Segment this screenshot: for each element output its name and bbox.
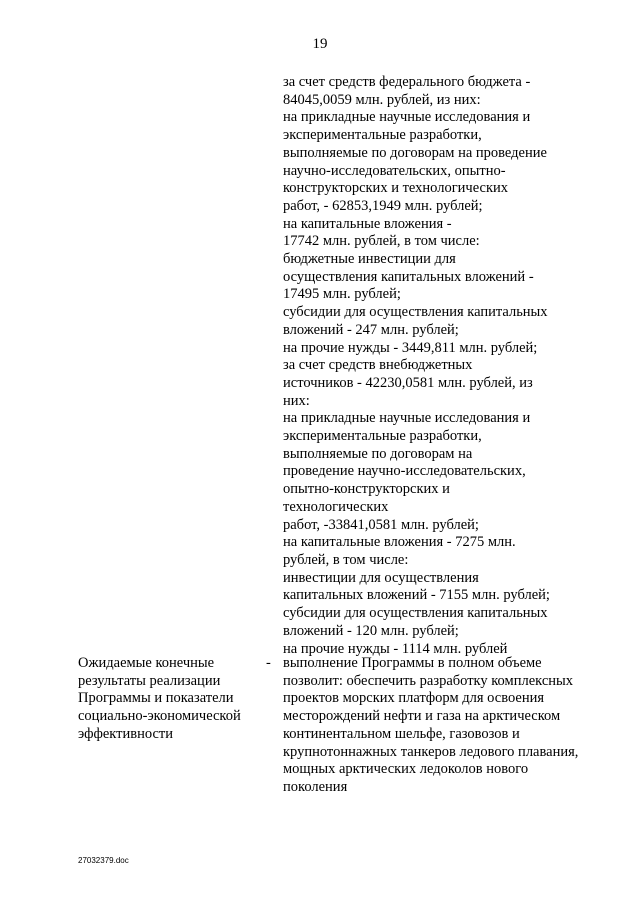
text-line: экспериментальные разработки, xyxy=(283,127,482,144)
text-line: субсидии для осуществления капитальных xyxy=(283,304,548,321)
text-line: на прикладные научные исследования и xyxy=(283,410,531,427)
text-line: на капитальные вложения - xyxy=(283,215,452,232)
text-line: арктических ледоколов нового поколения xyxy=(283,761,529,795)
results-label xyxy=(78,655,278,744)
page-number: 19 xyxy=(312,36,328,52)
separator-dash: - xyxy=(266,655,271,671)
label-line: Ожидаемые конечные xyxy=(78,655,215,671)
text-line: осуществления капитальных вложений - xyxy=(283,268,534,285)
text-line: 17742 млн. рублей, в том числе: xyxy=(283,233,480,250)
text-line: работ, -33841,0581 млн. рублей; xyxy=(283,516,479,533)
text-line: проведение научно-исследовательских, xyxy=(283,463,526,480)
text-line: позволит: xyxy=(283,672,343,689)
text-line: выполнение Программы в полном объеме xyxy=(283,655,542,671)
text-line: газа на арктическом континентальном xyxy=(283,708,561,742)
label-line: социально-экономической xyxy=(78,708,241,725)
text-line: конструкторских и технологических xyxy=(283,180,508,197)
funding-sources-text xyxy=(283,74,583,658)
label-line: эффективности xyxy=(78,725,173,742)
text-line: за счет средств внебюджетных xyxy=(283,357,473,374)
text-line: за счет средств федерального бюджета - xyxy=(283,74,531,90)
text-line: опытно-конструкторских и xyxy=(283,481,450,498)
text-line: проектов морских платформ для освоения xyxy=(283,690,545,707)
text-line: на прикладные научные исследования и xyxy=(283,109,531,126)
text-line: капитальных вложений - 7155 млн. рублей; xyxy=(283,587,550,604)
text-line: на прочие нужды - 3449,811 млн. рублей; xyxy=(283,339,538,356)
text-line: работ, - 62853,1949 млн. рублей; xyxy=(283,197,483,214)
text-line: них: xyxy=(283,392,310,409)
text-line: шельфе, газовозов и крупнотоннажных xyxy=(283,725,520,760)
text-line: 17495 млн. рублей; xyxy=(283,286,401,303)
text-line: субсидии для осуществления капитальных xyxy=(283,605,548,622)
results-text xyxy=(283,655,583,797)
text-line: технологических xyxy=(283,498,389,515)
text-line: научно-исследовательских, опытно- xyxy=(283,162,506,179)
text-line: выполняемые по договорам на xyxy=(283,445,473,462)
text-line: танкеров ледового плавания, мощных xyxy=(283,743,579,778)
text-line: на капитальные вложения - 7275 млн. xyxy=(283,534,516,551)
text-line: рублей, в том числе: xyxy=(283,551,409,568)
text-line: инвестиции для осуществления xyxy=(283,569,479,586)
text-line: выполняемые по договорам на проведение xyxy=(283,144,547,161)
text-line: вложений - 247 млн. рублей; xyxy=(283,321,459,338)
text-line: месторождений нефти и xyxy=(283,708,433,725)
text-line: бюджетные инвестиции для xyxy=(283,251,456,268)
text-line: обеспечить разработку комплексных xyxy=(346,672,574,689)
text-line: 84045,0059 млн. рублей, из них: xyxy=(283,91,481,108)
label-line: результаты реализации xyxy=(78,672,221,689)
footer-file-name: 27032379.doc xyxy=(78,856,129,865)
text-line: источников - 42230,0581 млн. рублей, из xyxy=(283,374,533,391)
label-line: Программы и показатели xyxy=(78,690,234,707)
text-line: на прочие нужды - 1114 млн. рублей xyxy=(283,640,508,657)
text-line: экспериментальные разработки, xyxy=(283,428,482,445)
text-line: вложений - 120 млн. рублей; xyxy=(283,622,459,639)
